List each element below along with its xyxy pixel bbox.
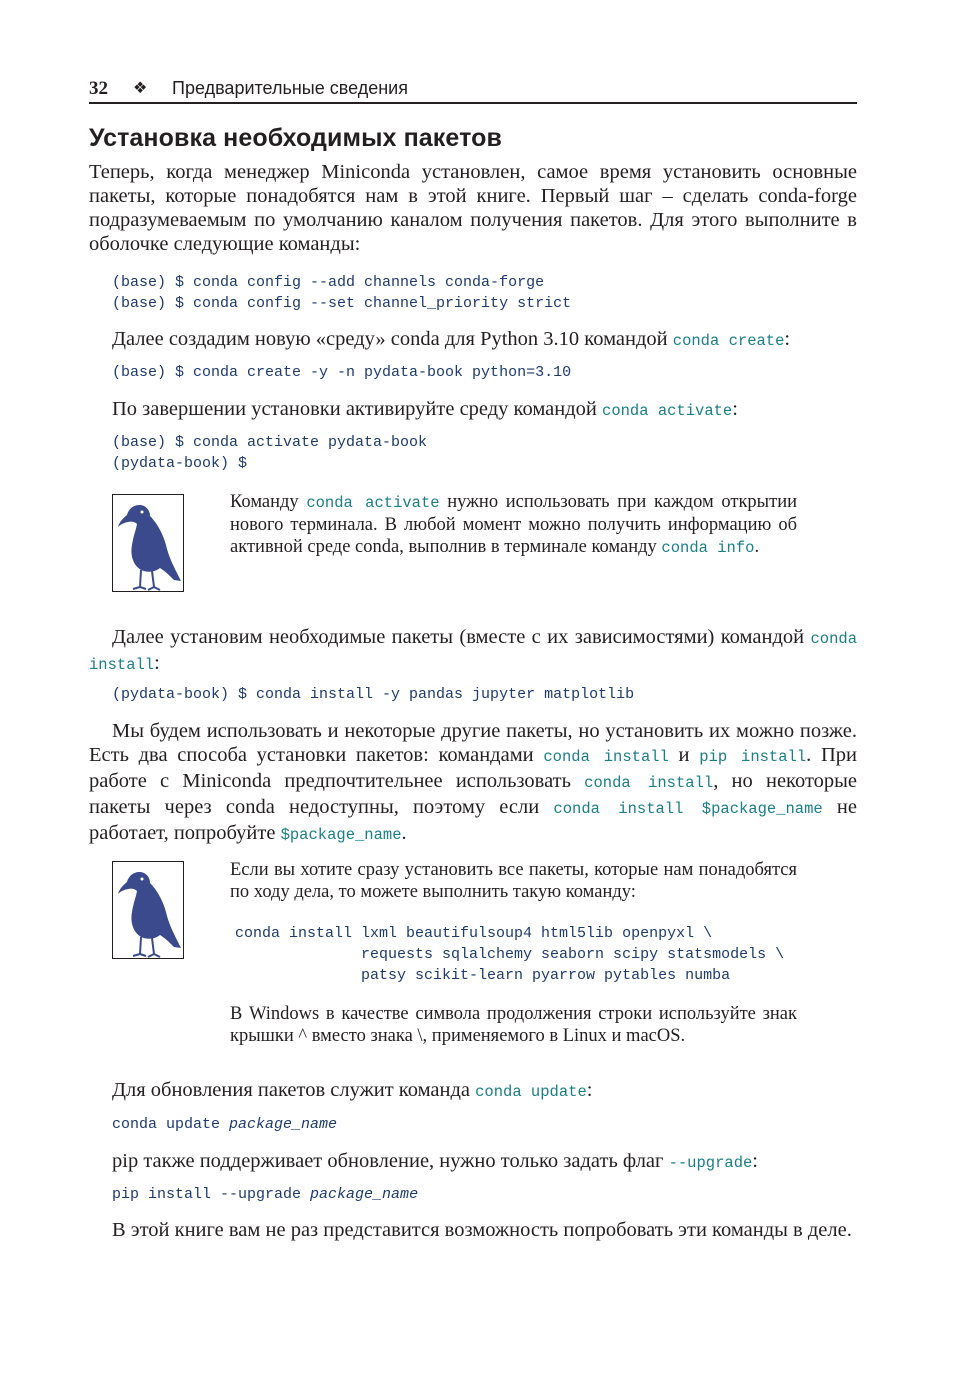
paragraph-update: Для обновления пакетов служит команда conda update: <box>112 1079 593 1101</box>
paragraph-pip-upgrade: pip также поддерживает обновление, нужно только задать флаг --upgrade: <box>112 1150 758 1172</box>
inline-code: conda create <box>672 332 785 350</box>
paragraph-intro: Теперь, когда менеджер Miniconda установлен, самое время установить основные пакеты, которые понадобятся нам в этой книге. Первый шаг – сделать conda-forge подразумеваемым по умолчанию каналом получения пакетов. Для этого выполните в оболочке следующие команды: <box>89 161 857 255</box>
tip-note-intro: Если вы хотите сразу установить все пакеты, которые нам понадобятся по ходу дела, то можете выполнить такую команду: <box>230 860 797 902</box>
tip-note-windows: В Windows в качестве символа продолжения строки используйте знак крышки ^ вместо знака \, применяемого в Linux и macOS. <box>230 1004 797 1046</box>
paragraph-closing: В этой книге вам не раз представится возможность попробовать эти команды в деле. <box>112 1219 852 1241</box>
code-block-config: (base) $ conda config --add channels conda-forge (base) $ conda config --set channel_priority strict <box>112 274 572 312</box>
code-block-create: (base) $ conda create -y -n pydata-book python=3.10 <box>112 364 572 381</box>
paragraph-activate: По завершении установки активируйте среду командой conda activate: <box>112 398 738 420</box>
paragraph-other-packages: Мы будем использовать и некоторые другие пакеты, но установить их можно позже. Есть два способа установки пакетов: командами conda install и pip install. При работе с Miniconda предпочтительнее использовать conda install, но некоторые пакеты через conda недоступны, поэтому если conda install $package_name не работает, попробуйте $package_name. <box>89 720 858 844</box>
running-header <box>89 76 857 104</box>
code-block-install: (pydata-book) $ conda install -y pandas jupyter matplotlib <box>112 686 635 703</box>
paragraph-install: Далее установим необходимые пакеты (вместе с их зависимостями) командой conda install: <box>89 626 857 674</box>
page-number: 32 <box>89 78 108 99</box>
inline-code: conda update <box>475 1083 587 1101</box>
inline-code: --upgrade <box>668 1154 753 1172</box>
tip-note-activate: Команду conda activate нужно использовать при каждом открытии нового терминала. В любой момент можно получить информацию об активной среде conda, выполнив в терминале команду conda info. <box>230 492 797 557</box>
paragraph-create-env: Далее создадим новую «среду» conda для Python 3.10 командой conda create: <box>112 328 791 350</box>
ornament-icon: ❖ <box>133 80 148 97</box>
crow-icon <box>112 861 184 959</box>
code-block-pip: pip install --upgrade package_name <box>112 1186 419 1203</box>
code-block-update: conda update package_name <box>112 1116 338 1133</box>
crow-icon <box>112 494 184 592</box>
code-block-activate: (base) $ conda activate pydata-book (pydata-book) $ <box>112 434 428 472</box>
tip-code-block: conda install lxml beautifulsoup4 html5lib openpyxl \ requests sqlalchemy seaborn scipy statsmodels \ patsy scikit-learn pyarrow pytables numba <box>235 925 785 984</box>
section-title: Установка необходимых пакетов <box>89 124 502 152</box>
inline-code: conda activate <box>602 402 733 420</box>
inline-code: conda install <box>89 630 857 674</box>
header-title: Предварительные сведения <box>172 78 408 98</box>
